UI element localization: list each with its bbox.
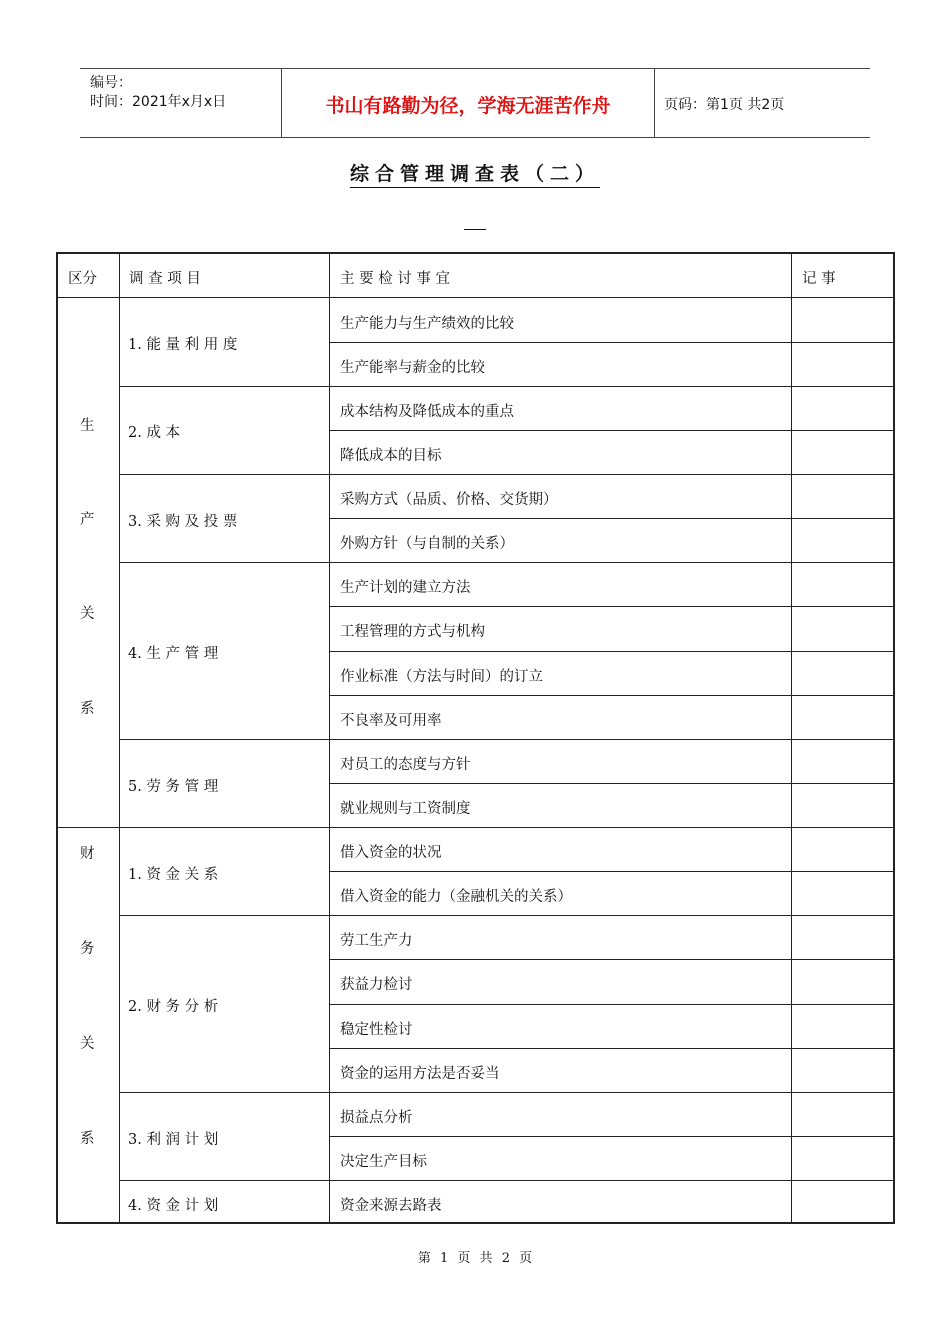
item-label: 3. 利 润 计 划 [128, 1132, 219, 1148]
item-divider [119, 739, 893, 740]
section-production-char: 产 [80, 512, 95, 528]
item-label: 1. 能 量 利 用 度 [128, 337, 238, 353]
section-finance-char: 务 [80, 941, 95, 957]
matter-divider [329, 342, 893, 343]
section-divider [58, 827, 893, 828]
item-label: 4. 生 产 管 理 [128, 646, 219, 662]
column-divider [119, 254, 120, 1222]
section-finance-char: 财 [80, 846, 95, 862]
motto-text: 书山有路勤为径，学海无涯苦作舟 [325, 95, 611, 117]
matter-text: 资金来源去路表 [340, 1198, 442, 1214]
header-notes: 记 事 [802, 271, 836, 287]
matter-divider [329, 695, 893, 696]
item-divider [119, 915, 893, 916]
header-row-divider [58, 297, 893, 298]
matter-divider [329, 1004, 893, 1005]
section-production-char: 关 [80, 606, 95, 622]
matter-text: 工程管理的方式与机构 [340, 624, 485, 640]
header-main-matters: 主 要 检 讨 事 宜 [340, 271, 451, 287]
matter-divider [329, 430, 893, 431]
matter-text: 决定生产目标 [340, 1154, 427, 1170]
column-divider [791, 254, 792, 1222]
page-info: 页码：第1页 共2页 [664, 97, 785, 113]
matter-text: 资金的运用方法是否妥当 [340, 1066, 500, 1082]
matter-text: 生产能力与生产绩效的比较 [340, 316, 514, 332]
item-divider [119, 386, 893, 387]
matter-divider [329, 1136, 893, 1137]
matter-divider [329, 518, 893, 519]
section-finance-char: 关 [80, 1036, 95, 1052]
header-survey-item: 调 查 项 目 [129, 271, 201, 287]
time-label: 时间：2021年x月x日 [90, 94, 227, 110]
matter-text: 稳定性检讨 [340, 1022, 413, 1038]
title-dash [464, 229, 486, 230]
item-label: 2. 财 务 分 析 [128, 999, 219, 1015]
matter-text: 获益力检讨 [340, 977, 413, 993]
matter-divider [329, 606, 893, 607]
document-header [80, 68, 870, 138]
section-finance-char: 系 [80, 1131, 95, 1147]
header-category: 区分 [68, 271, 97, 287]
section-production-char: 系 [80, 701, 95, 717]
section-production-char: 生 [80, 418, 95, 434]
matter-text: 就业规则与工资制度 [340, 801, 471, 817]
matter-text: 借入资金的能力（金融机关的关系） [340, 889, 572, 905]
number-label: 编号： [90, 75, 132, 91]
matter-text: 采购方式（品质、价格、交货期） [340, 492, 558, 508]
item-label: 1. 资 金 关 系 [128, 867, 219, 883]
matter-divider [329, 871, 893, 872]
item-divider [119, 1092, 893, 1093]
matter-divider [329, 783, 893, 784]
page-title-wrap [0, 159, 950, 188]
item-divider [119, 1180, 893, 1181]
matter-text: 借入资金的状况 [340, 845, 442, 861]
matter-text: 劳工生产力 [340, 933, 413, 949]
matter-divider [329, 959, 893, 960]
matter-text: 生产计划的建立方法 [340, 580, 471, 596]
matter-text: 损益点分析 [340, 1110, 413, 1126]
matter-divider [329, 1048, 893, 1049]
header-motto-cell [281, 69, 655, 137]
item-divider [119, 562, 893, 563]
item-divider [119, 474, 893, 475]
matter-text: 生产能率与薪金的比较 [340, 360, 485, 376]
matter-text: 降低成本的目标 [340, 448, 442, 464]
item-label: 2. 成 本 [128, 425, 181, 441]
page-title: 综合管理调查表（二） [350, 159, 600, 188]
page-footer: 第 1 页 共 2 页 [417, 1251, 533, 1266]
header-page-cell [654, 69, 870, 137]
column-divider [329, 254, 330, 1222]
matter-text: 成本结构及降低成本的重点 [340, 404, 514, 420]
matter-text: 对员工的态度与方针 [340, 757, 471, 773]
item-label: 4. 资 金 计 划 [128, 1198, 219, 1214]
item-label: 5. 劳 务 管 理 [128, 779, 219, 795]
matter-text: 作业标准（方法与时间）的订立 [340, 669, 543, 685]
matter-text: 外购方针（与自制的关系） [340, 536, 514, 552]
matter-divider [329, 651, 893, 652]
survey-table [56, 252, 895, 1224]
item-label: 3. 采 购 及 投 票 [128, 514, 238, 530]
header-meta-cell [80, 69, 281, 137]
matter-text: 不良率及可用率 [340, 713, 442, 729]
